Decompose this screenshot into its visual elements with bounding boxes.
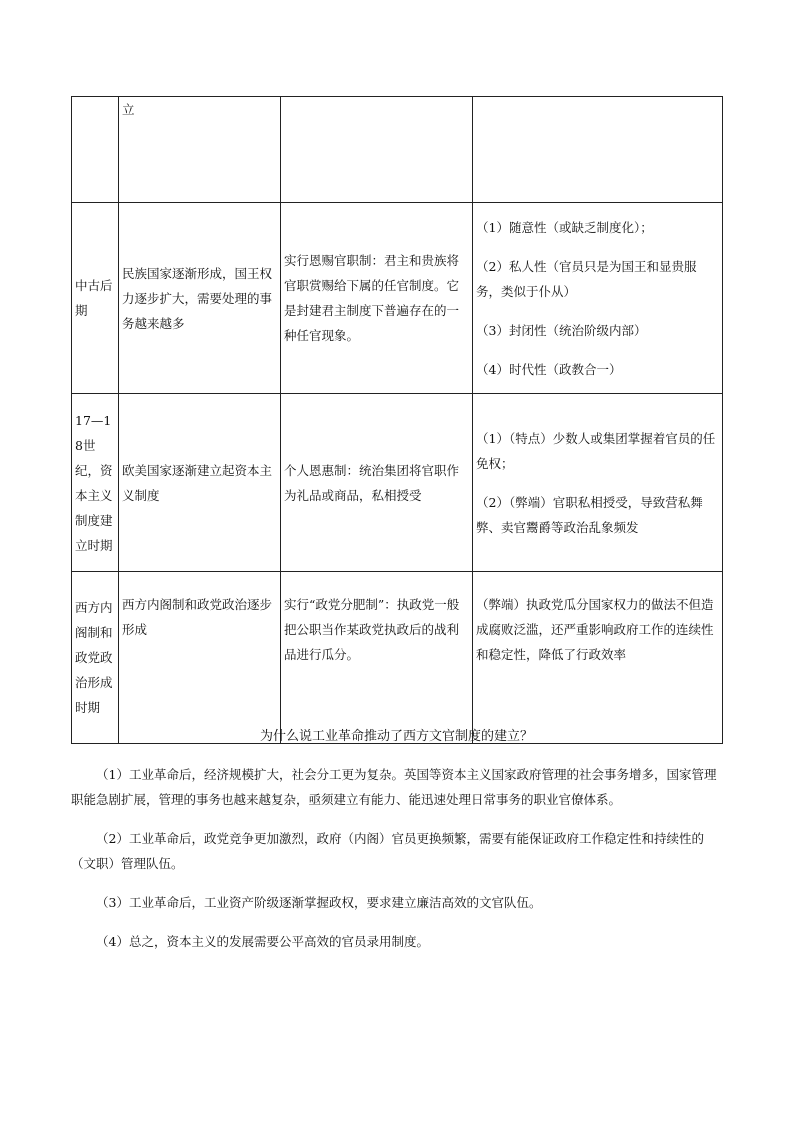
background-cell: 民族国家逐渐形成，国王权力逐步扩大，需要处理的事务越来越多	[119, 203, 281, 394]
features-cell	[473, 203, 723, 394]
background-cell: 欧美国家逐渐建立起资本主义制度	[119, 394, 281, 572]
period-cell: 中古后期	[72, 203, 119, 394]
history-table	[71, 96, 723, 744]
background-cell: 西方内阁制和政党政治逐步形成	[119, 572, 281, 744]
answer-paragraph: （2）工业革命后，政党竞争更加激烈，政府（内阁）官员更换频繁，需要有能保证政府工作稳定性和持续性的（文职）管理队伍。	[71, 831, 704, 871]
answer-paragraph: （4）总之，资本主义的发展需要公平高效的官员录用制度。	[96, 934, 429, 949]
features-cell	[473, 394, 723, 572]
feature-item: （2）私人性（官员只是为国王和显贵服务，类似于仆从）	[476, 258, 697, 299]
system-cell	[281, 97, 473, 203]
period-cell: 西方内阁制和政党政治形成时期	[72, 572, 119, 744]
system-cell: 实行恩赐官职制：君主和贵族将官职赏赐给下属的任官制度。它是封建君主制度下普遍存在的一种任官现象。	[281, 203, 473, 394]
features-cell	[473, 97, 723, 203]
table-row	[72, 203, 723, 394]
feature-item: （1）（特点）少数人或集团掌握着官员的任免权；	[476, 430, 716, 471]
feature-item: （1）随意性（或缺乏制度化）；	[476, 219, 653, 235]
feature-item: （弊端）执政党瓜分国家权力的做法不但造成腐败泛滥，还严重影响政府工作的连续性和稳定性，降低了行政效率	[476, 597, 714, 662]
answer-list	[71, 762, 722, 968]
table-row	[72, 572, 723, 744]
table-row	[72, 97, 723, 203]
period-cell	[72, 97, 119, 203]
table-row	[72, 394, 723, 572]
feature-item: （3）封闭性（统治阶级内部）	[476, 322, 647, 338]
question-title: 为什么说工业革命推动了西方文官制度的建立？	[259, 729, 533, 744]
feature-item: （2）（弊端）官职私相授受，导致营私舞弊、卖官鬻爵等政治乱象频发	[476, 494, 703, 535]
system-cell: 个人恩惠制：统治集团将官职作为礼品或商品，私相授受	[281, 394, 473, 572]
features-cell	[473, 572, 723, 744]
system-cell: 实行“政党分肥制”：执政党一般把公职当作某政党执政后的战利品进行瓜分。	[281, 572, 473, 744]
background-cell: 立	[119, 97, 281, 203]
feature-item: （4）时代性（政教合一）	[476, 361, 622, 377]
answer-paragraph: （1）工业革命后，经济规模扩大，社会分工更为复杂。英国等资本主义国家政府管理的社会事务增多，国家管理职能急剧扩展，管理的事务也越来越复杂，亟须建立有能力、能迅速处理日常事务的职业官僚体系。	[71, 767, 717, 807]
period-cell: 17—18世纪，资本主义制度建立时期	[72, 394, 119, 572]
answer-paragraph: （3）工业革命后，工业资产阶级逐渐掌握政权，要求建立廉洁高效的文官队伍。	[96, 895, 542, 910]
